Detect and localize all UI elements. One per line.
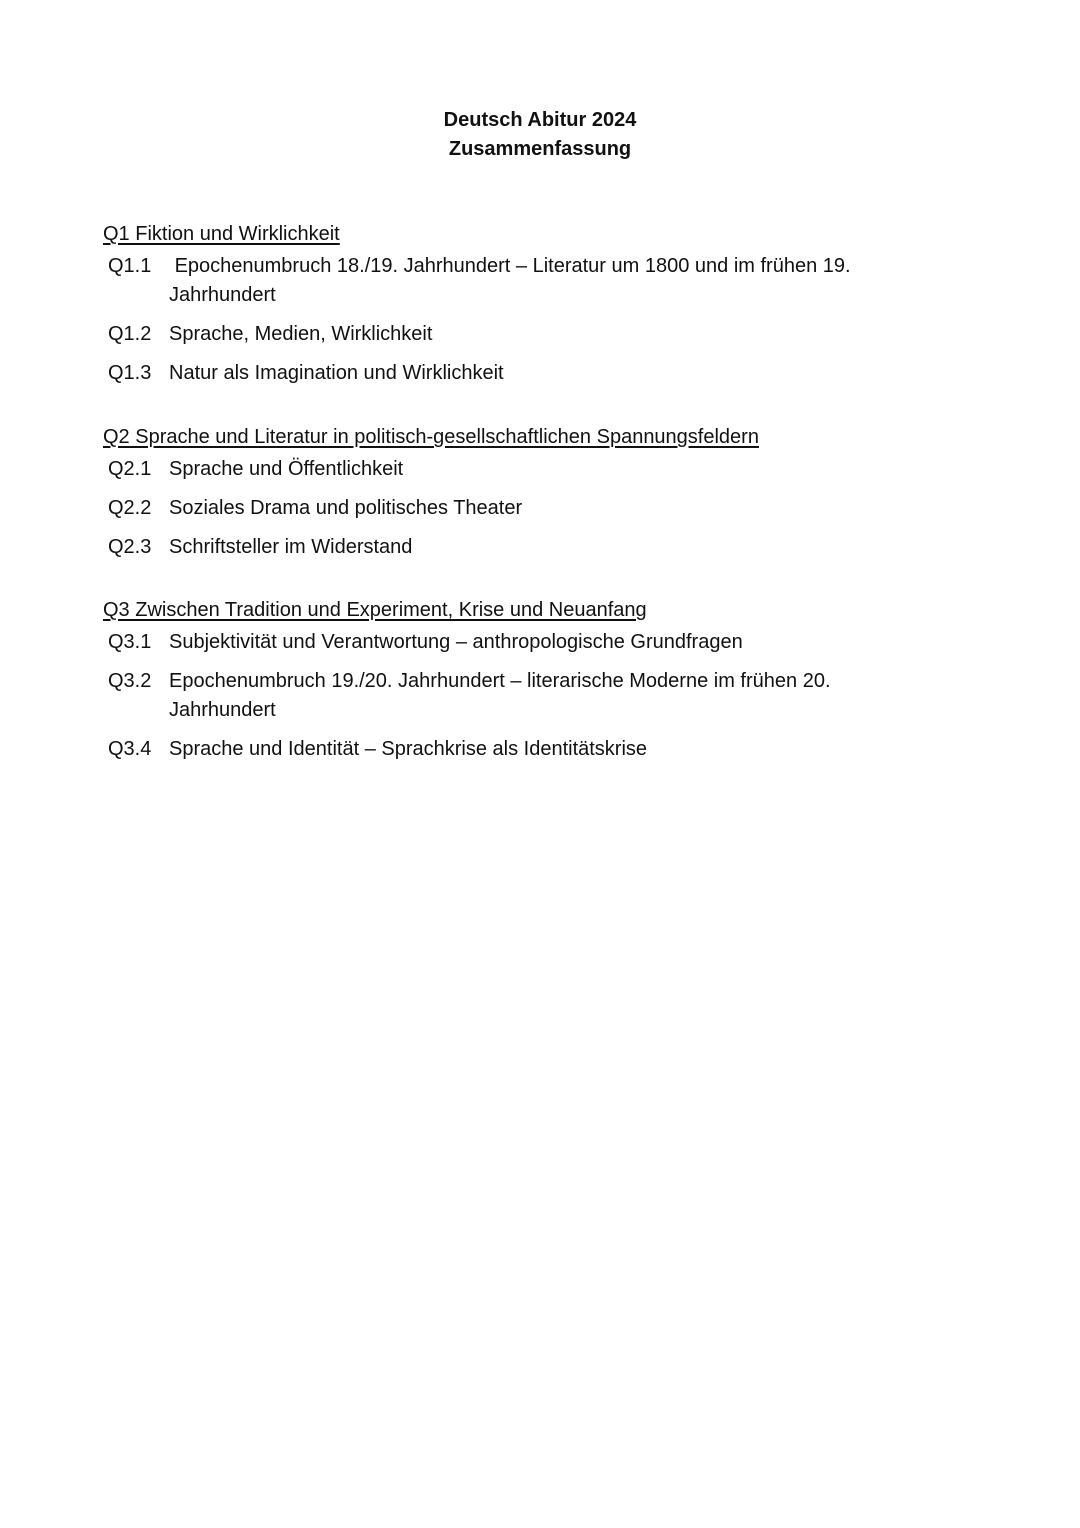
list-item [103,494,963,523]
document-subtitle: Zusammenfassung [448,138,632,160]
item-number: Q2.1 [108,458,152,480]
item-number: Q2.2 [108,497,152,519]
item-number: Q1.3 [108,362,152,384]
item-number: Q3.1 [108,631,152,653]
list-item [103,533,963,562]
section-heading: Q3 Zwischen Tradition und Experiment, Krise und Neuanfang [103,599,647,621]
item-text: Subjektivität und Verantwortung – anthropologische Grundfragen [169,631,743,653]
list-item [103,735,963,764]
list-item [103,320,963,349]
item-text: Natur als Imagination und Wirklichkeit [169,362,504,384]
item-number: Q3.2 [108,670,152,692]
item-text: Epochenumbruch 18./19. Jahrhundert – Literatur um 1800 und im frühen 19. Jahrhundert [169,255,857,306]
list-item [103,455,963,484]
list-item [103,359,963,388]
item-text: Sprache und Identität – Sprachkrise als Identitätskrise [169,738,648,760]
item-number: Q2.3 [108,536,152,558]
document-title: Deutsch Abitur 2024 [443,109,637,131]
section-q3 [103,596,963,774]
item-number: Q3.4 [108,738,152,760]
item-text: Sprache und Öffentlichkeit [169,458,404,480]
section-q1 [103,220,963,398]
title-block [0,106,1080,164]
section-heading: Q2 Sprache und Literatur in politisch-gesellschaftlichen Spannungsfeldern [103,426,759,448]
item-text: Sprache, Medien, Wirklichkeit [169,323,433,345]
item-text: Schriftsteller im Widerstand [169,536,413,558]
item-number: Q1.2 [108,323,152,345]
item-text: Epochenumbruch 19./20. Jahrhundert – literarische Moderne im frühen 20. Jahrhundert [169,670,831,721]
item-text: Soziales Drama und politisches Theater [169,497,523,519]
list-item [103,628,963,657]
section-heading: Q1 Fiktion und Wirklichkeit [103,223,340,245]
section-q2 [103,423,963,572]
item-number: Q1.1 [108,255,152,277]
list-item [103,252,963,310]
list-item [103,667,963,725]
